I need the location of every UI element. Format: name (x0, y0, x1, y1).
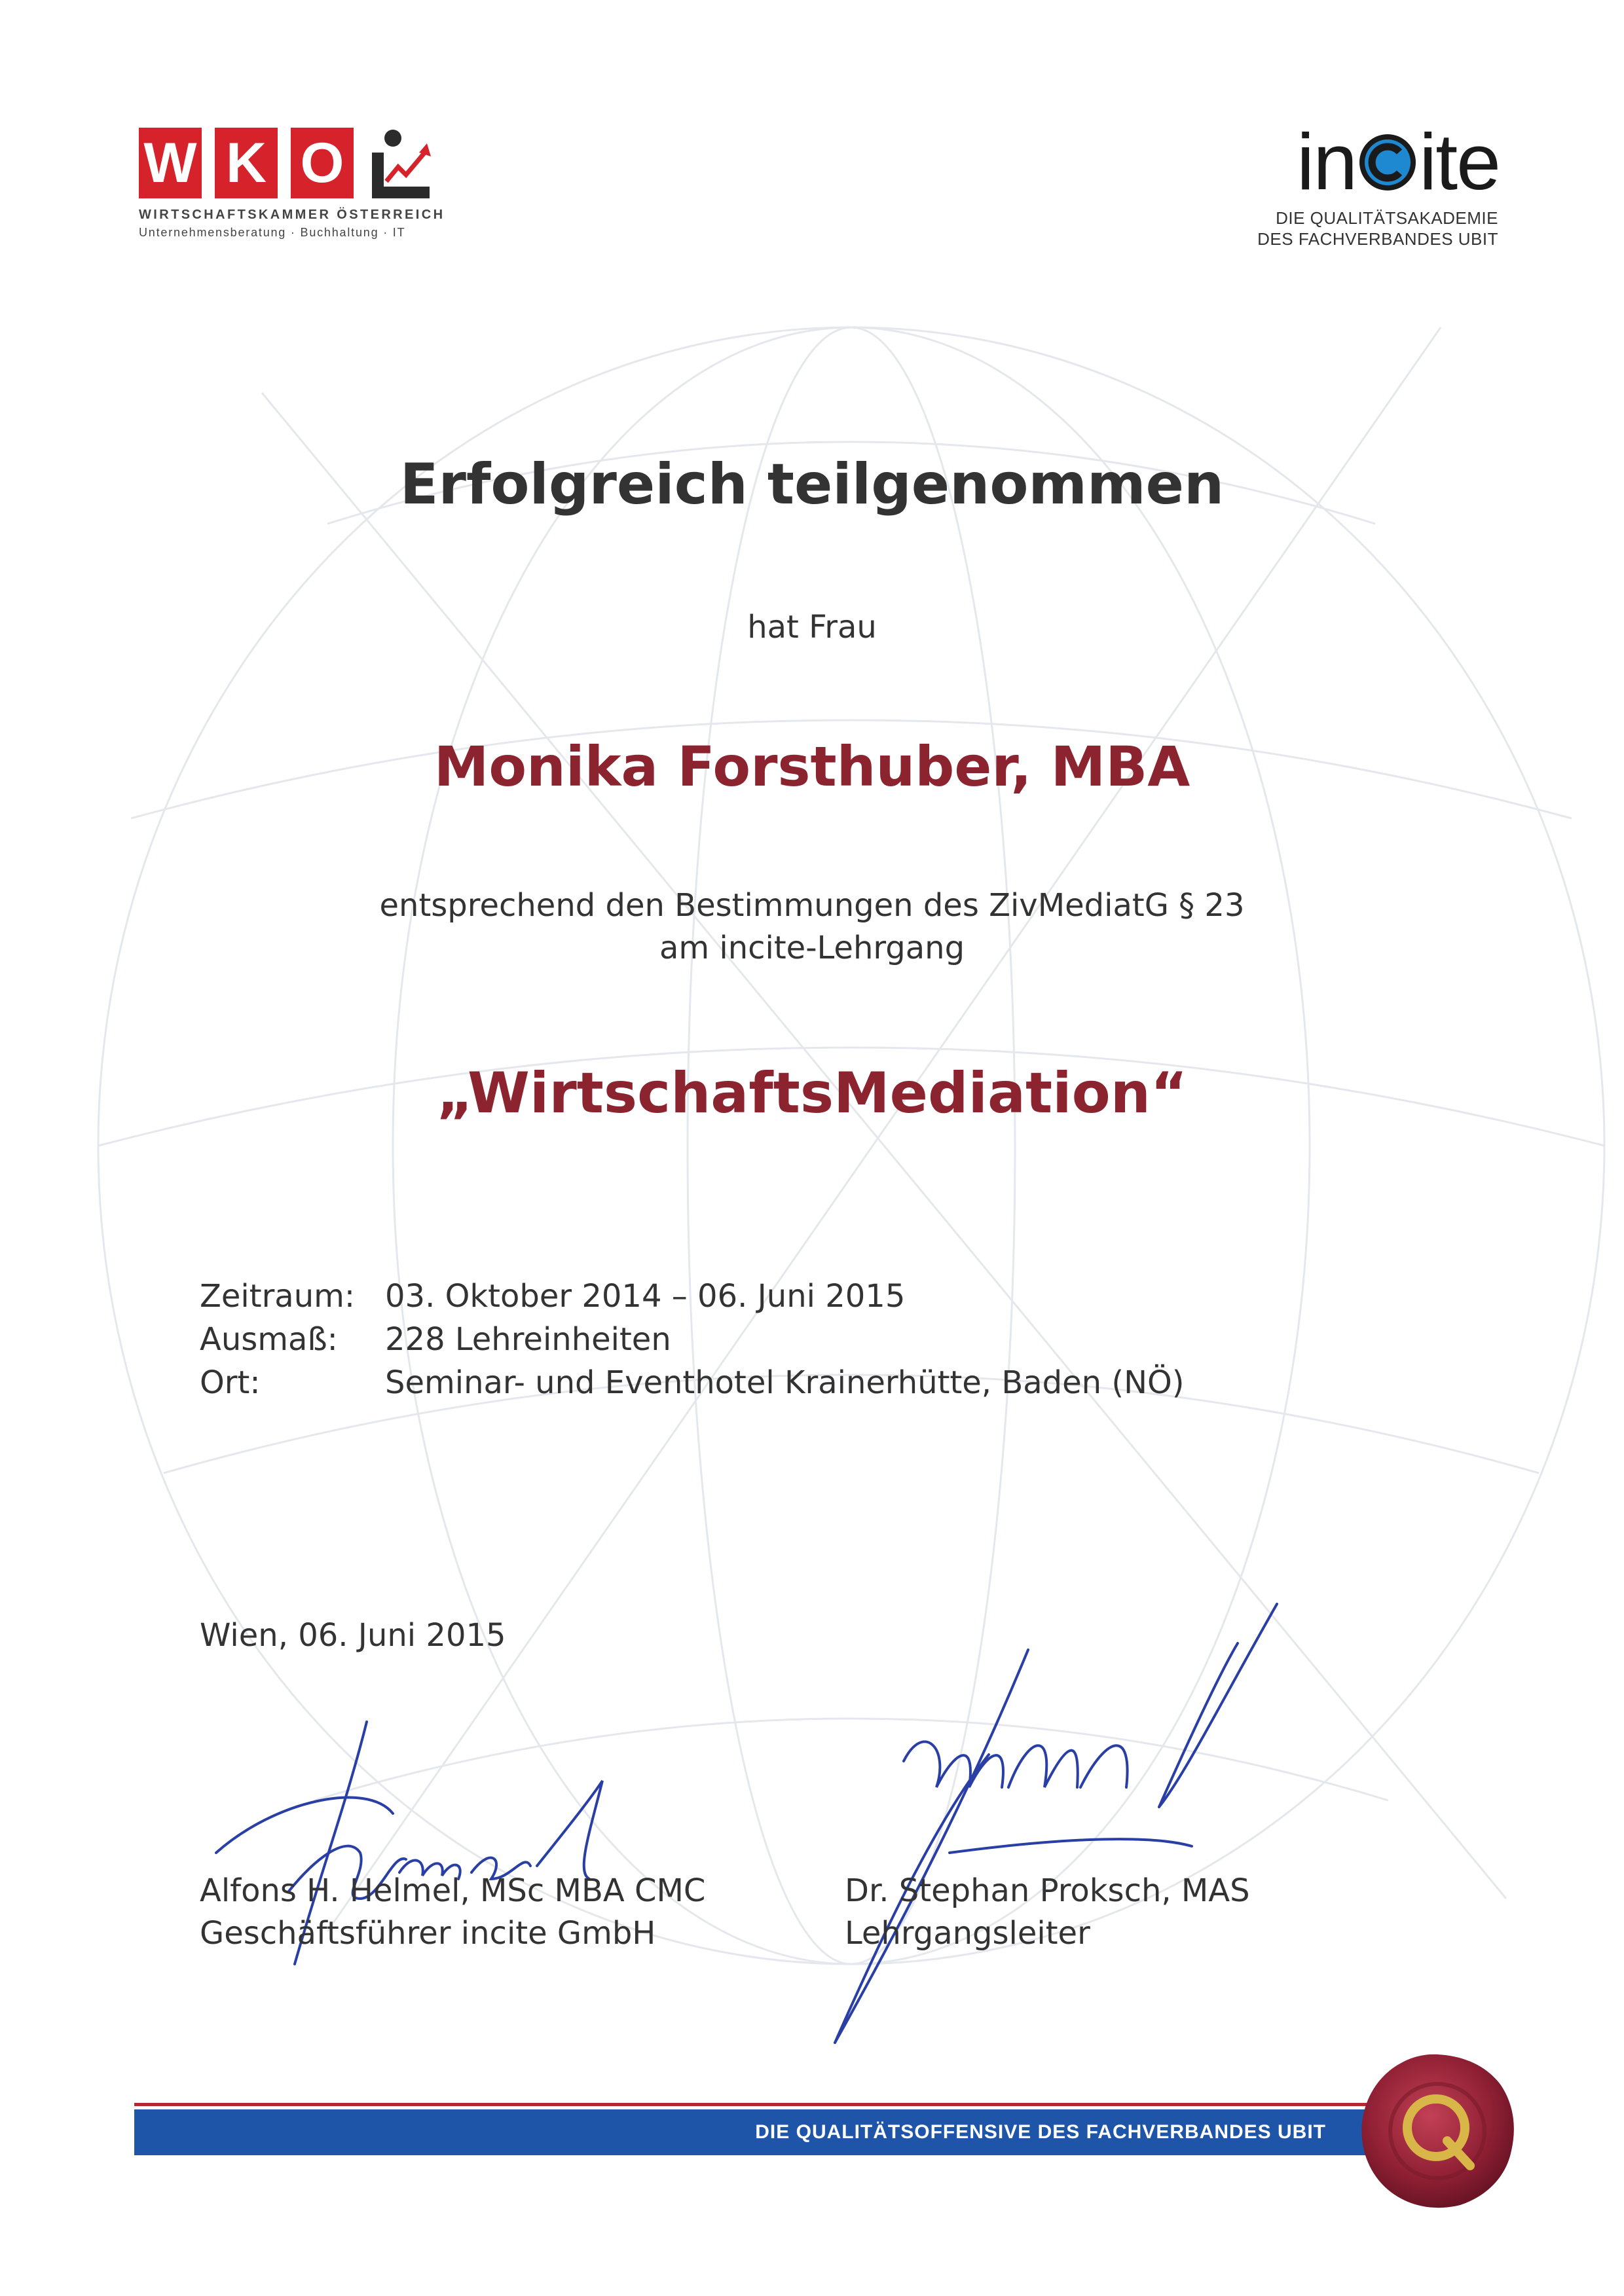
detail-value-period: 03. Oktober 2014 – 06. Juni 2015 (385, 1278, 906, 1315)
incite-tagline-2: DES FACHVERBANDES UBIT (1257, 229, 1498, 249)
course-title: „WirtschaftsMediation“ (436, 1061, 1188, 1126)
signer-1-name: Alfons H. Helmel, MSc MBA CMC (200, 1872, 706, 1909)
detail-value-location: Seminar- und Eventhotel Krainerhütte, Baden (NÖ) (385, 1364, 1185, 1401)
signer-2-name: Dr. Stephan Proksch, MAS (845, 1872, 1250, 1909)
signer-1-role: Geschäftsführer incite GmbH (200, 1915, 656, 1952)
quality-seal-icon (1356, 2049, 1519, 2213)
incite-logo (1244, 117, 1500, 262)
signature-proksch (819, 1591, 1316, 2049)
place-and-date: Wien, 06. Juni 2015 (200, 1617, 506, 1654)
detail-label-period: Zeitraum: (200, 1278, 356, 1315)
detail-label-scope: Ausmaß: (200, 1321, 338, 1358)
wko-logo (139, 128, 445, 259)
wko-person-chart-icon (367, 128, 432, 200)
incite-tagline-1: DIE QUALITÄTSAKADEMIE (1276, 208, 1498, 228)
wko-letter-w: W (139, 128, 202, 198)
wko-org-name: WIRTSCHAFTSKAMMER ÖSTERREICH (139, 208, 445, 222)
signer-2-role: Lehrgangsleiter (845, 1915, 1090, 1952)
detail-value-scope: 228 Lehreinheiten (385, 1321, 671, 1358)
wko-letter-o: O (291, 128, 354, 198)
detail-label-location: Ort: (200, 1364, 261, 1401)
incite-word-post: ite (1419, 117, 1500, 206)
recipient-name: Monika Forsthuber, MBA (434, 735, 1190, 799)
footer-banner-text: DIE QUALITÄTSOFFENSIVE DES FACHVERBANDES UBIT (755, 2121, 1326, 2143)
intro-text: hat Frau (747, 609, 877, 646)
legal-basis-line-1: entsprechend den Bestimmungen des ZivMediatG § 23 (379, 887, 1245, 924)
incite-c-icon (1357, 132, 1418, 192)
incite-wordmark (1297, 117, 1500, 206)
banner-accent-line (134, 2103, 1398, 2106)
incite-word-pre: in (1297, 117, 1357, 206)
wko-division: Unternehmensberatung · Buchhaltung · IT (139, 226, 406, 239)
legal-basis-line-2: am incite-Lehrgang (659, 930, 965, 966)
footer-banner (134, 2109, 1398, 2155)
certificate-headline: Erfolgreich teilgenommen (399, 452, 1225, 517)
wko-letter-k: K (215, 128, 278, 198)
